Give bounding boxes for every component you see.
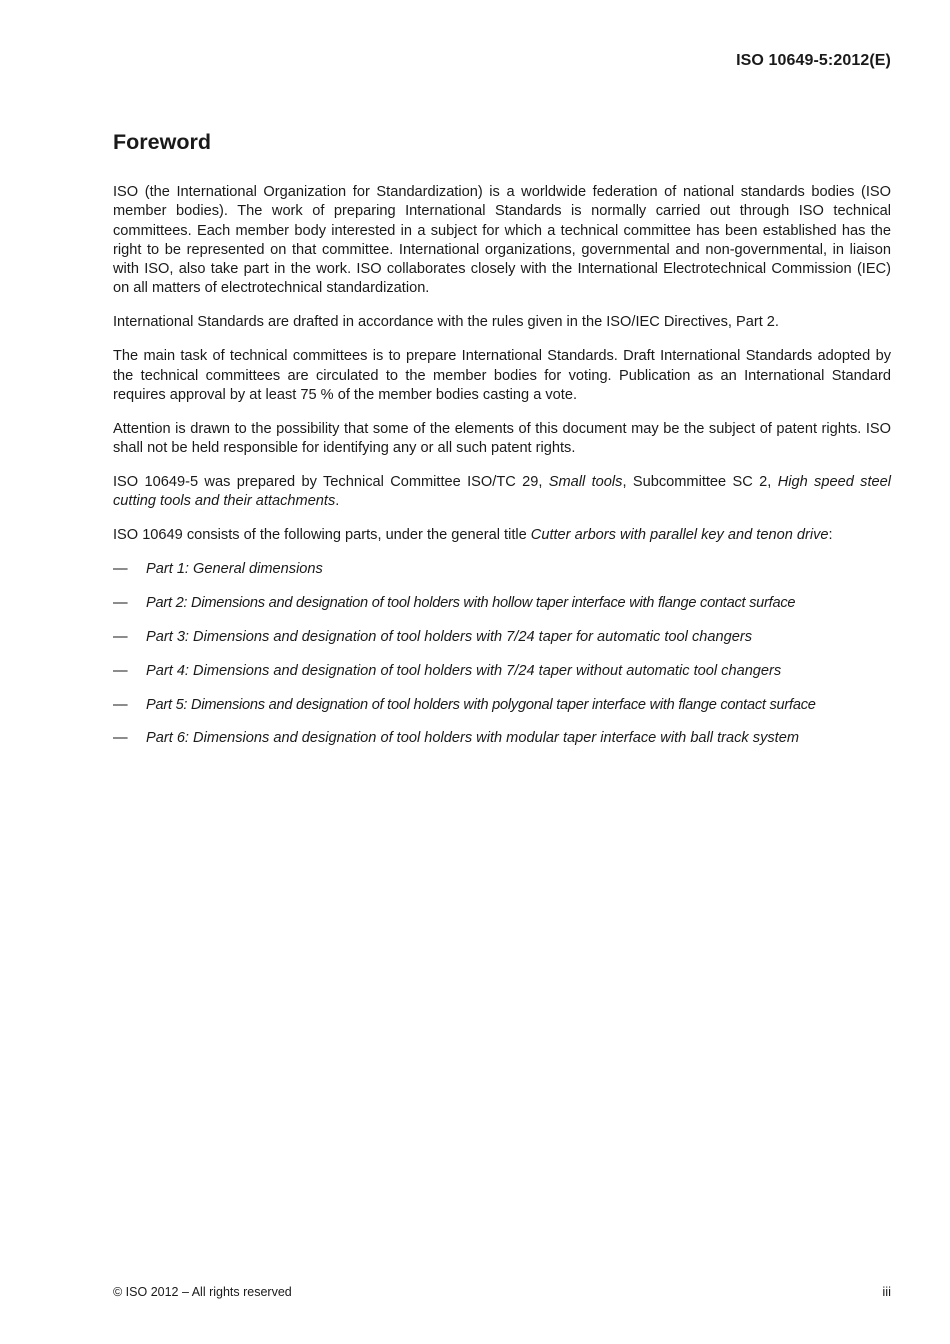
list-item [113, 729, 891, 748]
em-dash: — [113, 730, 128, 747]
period: . [335, 493, 340, 510]
list-item [113, 696, 891, 715]
prepared-by-text: ISO 10649-5 was prepared by Technical Committee ISO/TC 29, [113, 473, 549, 490]
list-item [113, 594, 891, 613]
copyright-notice: © ISO 2012 – All rights reserved [113, 1285, 292, 1299]
paragraph-iso-overview: ISO (the International Organization for Standardization) is a worldwide federation of national standards bodies (ISO member bodies). The work of preparing International Standards is normally carried out through ISO technical committees. Each member body interested in a subject for which a technical committee has been established has the right to be represented on that committee. International organizations, governmental and non-governmental, in liaison with ISO, also take part in the work. ISO collaborates closely with the International Electrotechnical Commission (IEC) on all matters of electrotechnical standardization. [113, 184, 891, 297]
general-title: Cutter arbors with parallel key and tenon drive [530, 527, 829, 544]
em-dash: — [113, 628, 128, 645]
foreword-body [113, 183, 891, 763]
page-number: iii [882, 1284, 891, 1299]
paragraph-directives: International Standards are drafted in accordance with the rules given in the ISO/IEC Directives, Part 2. [113, 314, 779, 331]
em-dash: — [113, 594, 128, 611]
list-item [113, 662, 891, 681]
paragraph-main-task: The main task of technical committees is to prepare International Standards. Draft International Standards adopted by the technical committees are circulated to the member bodies for voting. Publication as an International Standard requires approval by at least 75 % of the member bodies casting a vote. [113, 348, 891, 403]
list-item [113, 560, 891, 579]
em-dash: — [113, 696, 128, 713]
em-dash: — [113, 561, 128, 578]
page-title: Foreword [113, 130, 211, 154]
part-label: Part 6: Dimensions and designation of tool holders with modular taper interface with ball track system [146, 730, 799, 747]
paragraph-patent-rights: Attention is drawn to the possibility that some of the elements of this document may be the subject of patent rights. ISO shall not be held responsible for identifying any or all such patent rights. [113, 420, 891, 457]
part-label: Part 3: Dimensions and designation of tool holders with 7/24 taper for automatic tool changers [146, 628, 752, 645]
part-label: Part 1: General dimensions [146, 561, 323, 578]
part-label: Part 5: Dimensions and designation of tool holders with polygonal taper interface with flange contact surface [146, 696, 816, 713]
subcommittee-text: , Subcommittee SC 2, [622, 473, 778, 490]
colon: : [828, 527, 833, 544]
subcommittee-title: High speed steel cutting tools and their attachments [113, 473, 892, 510]
committee-title: Small tools [548, 473, 623, 490]
paragraph-parts-intro [113, 526, 891, 545]
em-dash: — [113, 662, 128, 679]
part-label: Part 2: Dimensions and designation of tool holders with hollow taper interface with flange contact surface [146, 594, 796, 611]
paragraph-prepared-by [113, 473, 891, 512]
parts-list [113, 560, 891, 749]
list-item [113, 628, 891, 647]
part-label: Part 4: Dimensions and designation of tool holders with 7/24 taper without automatic tool changers [146, 662, 782, 679]
parts-intro-text: ISO 10649 consists of the following parts, under the general title [113, 527, 531, 544]
document-code: ISO 10649-5:2012(E) [736, 52, 891, 69]
